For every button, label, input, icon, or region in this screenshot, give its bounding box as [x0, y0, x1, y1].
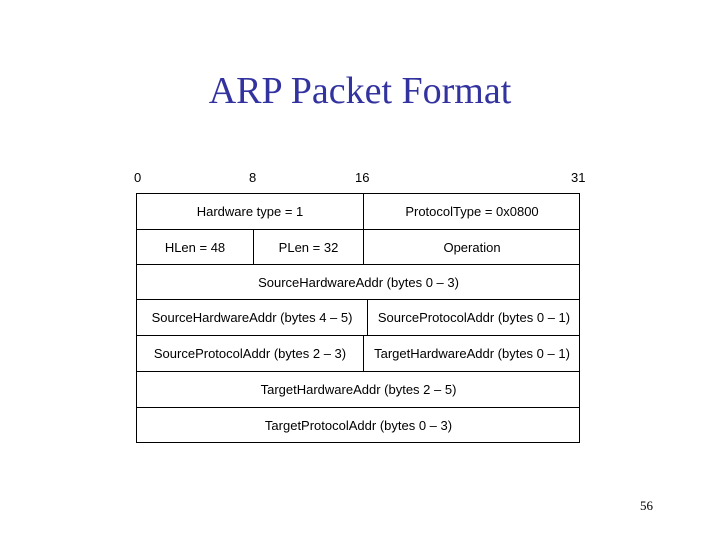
page-number: 56: [640, 498, 653, 513]
field-target-hardware-addr-0-1: TargetHardwareAddr (bytes 0 – 1): [374, 346, 570, 361]
field-source-hardware-addr-0-3: SourceHardwareAddr (bytes 0 – 3): [258, 274, 459, 290]
arp-packet-diagram: [136, 193, 580, 443]
bit-marker-8: 8: [249, 170, 257, 185]
field-target-protocol-addr-0-3: TargetProtocolAddr (bytes 0 – 3): [264, 417, 453, 433]
packet-row-6: [137, 372, 579, 408]
packet-row-3: [137, 265, 579, 300]
field-protocol-type: ProtocolType = 0x0800: [405, 204, 539, 219]
packet-row-1: [137, 194, 579, 230]
bit-marker-31: 31: [571, 170, 586, 185]
field-plen: PLen = 32: [278, 239, 339, 255]
field-source-protocol-addr-0-1: SourceProtocolAddr (bytes 0 – 1): [377, 310, 571, 325]
slide-title: ARP Packet Format: [208, 70, 512, 112]
packet-row-2: [137, 230, 579, 265]
field-hardware-type: Hardware type = 1: [196, 204, 304, 219]
field-source-protocol-addr-2-3: SourceProtocolAddr (bytes 2 – 3): [153, 346, 347, 361]
bit-marker-16: 16: [355, 170, 370, 185]
packet-row-4: [137, 300, 579, 336]
field-operation: Operation: [443, 239, 501, 255]
field-hlen: HLen = 48: [164, 239, 226, 255]
packet-row-5: [137, 336, 579, 372]
bit-marker-0: 0: [134, 170, 142, 185]
packet-row-7: [137, 408, 579, 442]
field-source-hardware-addr-4-5: SourceHardwareAddr (bytes 4 – 5): [151, 310, 353, 325]
field-target-hardware-addr-2-5: TargetHardwareAddr (bytes 2 – 5): [260, 382, 457, 397]
